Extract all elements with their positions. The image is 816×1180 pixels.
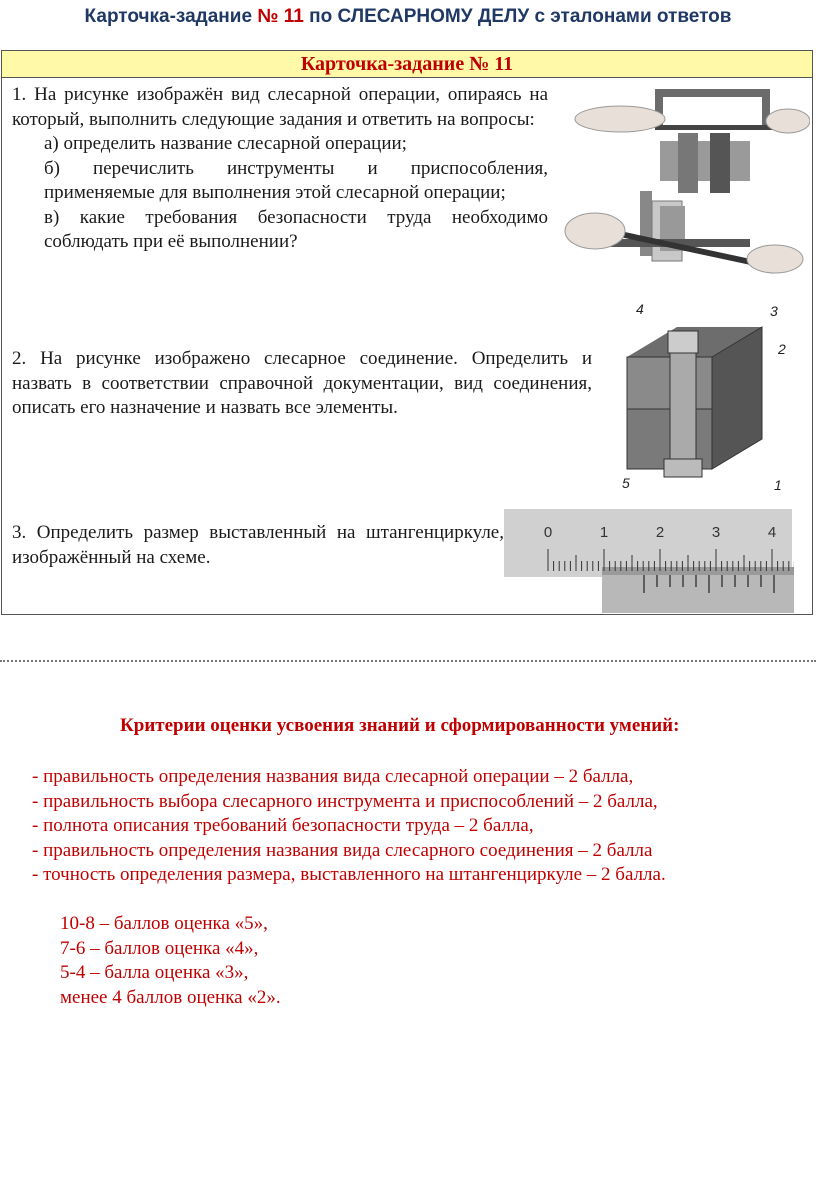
criteria-title: Критерии оценки усвоения знаний и сформированности умений: <box>120 715 680 736</box>
separator <box>0 660 816 662</box>
criteria-item: - точность определения размера, выставленного на штангенциркуле – 2 балла. <box>32 864 666 885</box>
bolt-joint-illustration <box>612 309 782 489</box>
task-3: 3. Определить размер выставленный на штангенциркуле, изображённый на схеме. <box>12 522 504 568</box>
grades-list <box>60 912 281 1010</box>
bolt-label-4: 4 <box>636 301 644 317</box>
task-1 <box>12 83 548 255</box>
page-title: Карточка-задание № 11 по СЛЕСАРНОМУ ДЕЛУ с эталонами ответов <box>84 6 732 27</box>
scale-num-1: 1 <box>599 524 609 541</box>
hacksaw-illustration <box>560 81 810 327</box>
criteria-item: - правильность выбора слесарного инструмента и приспособлений – 2 балла, <box>32 790 658 812</box>
criteria-item: - полнота описания требований безопасности труда – 2 балла, <box>32 815 534 836</box>
bolt-label-3: 3 <box>770 303 778 319</box>
criteria-list <box>32 765 666 888</box>
task-2: 2. На рисунке изображено слесарное соединение. Определить и назвать в соответствии справочной документации, вид соединения, описать его назначение и назвать все элементы. <box>12 348 592 418</box>
scale-num-2: 2 <box>655 524 665 541</box>
criteria-item: - правильность определения названия вида слесарного соединения – 2 балла <box>32 839 653 861</box>
grade-item: 7-6 – баллов оценка «4», <box>60 937 259 959</box>
card-heading: Карточка-задание № 11 <box>2 51 812 78</box>
grade-item: менее 4 баллов оценка «2». <box>60 986 281 1008</box>
criteria-item: - правильность определения названия вида слесарной операции – 2 балла, <box>32 766 634 787</box>
bolt-label-2: 2 <box>778 341 786 357</box>
task-1-c: в) какие требования безопасности труда необходимо соблюдать при её выполнении? <box>44 206 548 252</box>
bolt-label-1: 1 <box>774 477 782 493</box>
grade-item: 5-4 – балла оценка «3», <box>60 962 249 983</box>
task-1-b: б) перечислить инструменты и приспособления, применяемые для выполнения этой слесарной операции; <box>44 157 548 203</box>
grade-item: 10-8 – баллов оценка «5», <box>60 913 268 934</box>
task-1-intro: 1. На рисунке изображён вид слесарной операции, опираясь на который, выполнить следующие задания и ответить на вопросы: <box>12 84 548 130</box>
scale-num-4: 4 <box>767 524 777 541</box>
bolt-label-5: 5 <box>622 475 630 491</box>
card-number: № 11 <box>257 6 304 27</box>
scale-num-0: 0 <box>543 524 553 541</box>
scale-num-3: 3 <box>711 524 721 541</box>
task-card <box>1 50 813 615</box>
task-1-a: а) определить название слесарной операции; <box>44 133 407 154</box>
